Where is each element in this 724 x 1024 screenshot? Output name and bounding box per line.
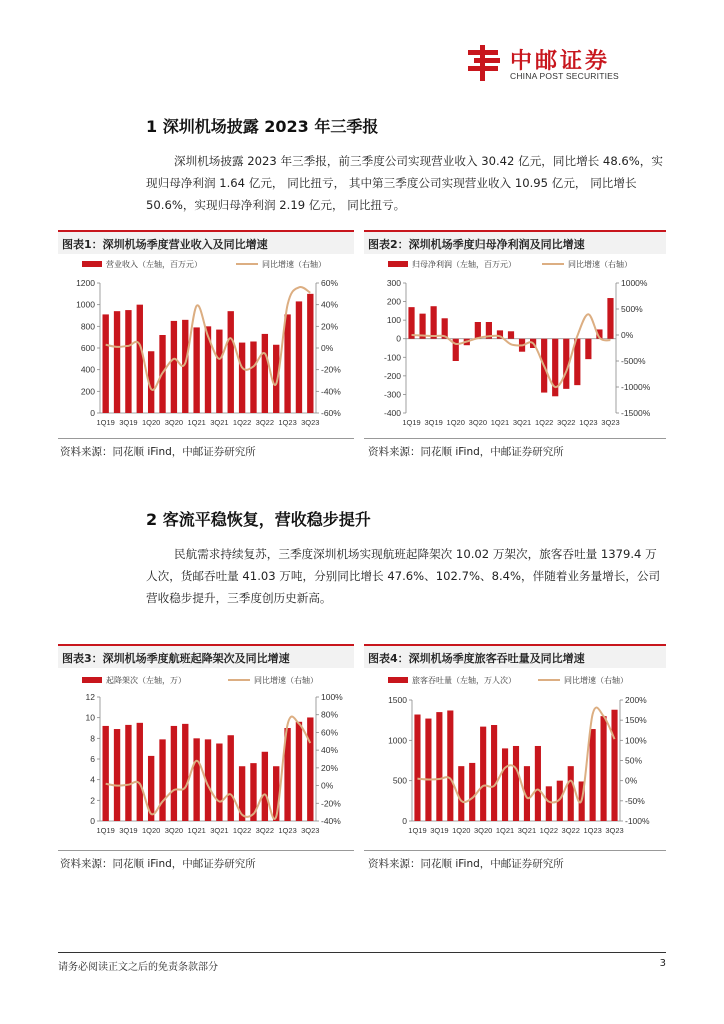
right-tick-label: 60% bbox=[321, 727, 339, 738]
x-tick-label: 3Q20 bbox=[468, 418, 488, 427]
x-tick-label: 1Q22 bbox=[539, 826, 559, 835]
figure-4-title: 图表4：深圳机场季度旅客吞吐量及同比增速 bbox=[368, 652, 585, 665]
x-tick-label: 1Q22 bbox=[232, 826, 252, 835]
left-tick-label: 4 bbox=[90, 774, 95, 785]
bar-3Q20 bbox=[480, 727, 486, 821]
right-tick-label: 100% bbox=[625, 735, 647, 746]
figure-3-header bbox=[58, 644, 354, 668]
bar-3Q20 bbox=[171, 321, 177, 413]
legend-bar-label: 归母净利润（左轴，百万元） bbox=[412, 260, 516, 269]
x-tick-label: 1Q19 bbox=[96, 418, 115, 427]
figure-1-source: 资料来源：同花顺 iFind，中邮证券研究所 bbox=[60, 446, 256, 458]
bar-1Q20 bbox=[458, 766, 464, 821]
x-tick-label: 1Q21 bbox=[187, 826, 206, 835]
right-tick-label: 200% bbox=[625, 695, 647, 705]
bar-2Q23 bbox=[296, 301, 302, 413]
growth-line bbox=[412, 314, 611, 387]
figure-2-header bbox=[364, 230, 666, 254]
x-tick-label: 3Q19 bbox=[424, 418, 443, 427]
right-tick-label: -50% bbox=[625, 795, 645, 806]
company-logo bbox=[466, 44, 666, 84]
left-tick-label: 6 bbox=[90, 754, 95, 764]
x-tick-label: 1Q19 bbox=[96, 826, 115, 835]
bar-3Q22 bbox=[568, 766, 574, 821]
logo-english-name: CHINA POST SECURITIES bbox=[510, 71, 619, 81]
x-tick-label: 1Q22 bbox=[534, 418, 554, 427]
left-tick-label: -300 bbox=[383, 389, 401, 400]
x-tick-label: 1Q20 bbox=[141, 826, 161, 835]
right-tick-label: -20% bbox=[321, 798, 341, 809]
bar-3Q19 bbox=[125, 725, 131, 821]
x-tick-label: 3Q20 bbox=[473, 826, 493, 835]
left-tick-label: 600 bbox=[80, 343, 95, 353]
bar-3Q19 bbox=[436, 712, 442, 821]
legend-bar-swatch bbox=[82, 677, 102, 683]
bar-4Q19 bbox=[137, 723, 143, 821]
bar-3Q20 bbox=[171, 726, 177, 821]
x-tick-label: 3Q21 bbox=[210, 826, 229, 835]
x-tick-label: 1Q23 bbox=[278, 826, 297, 835]
bar-1Q23 bbox=[585, 339, 591, 359]
bar-2Q23 bbox=[601, 716, 607, 821]
left-tick-label: 0 bbox=[90, 816, 95, 826]
left-tick-label: 800 bbox=[80, 321, 95, 332]
left-tick-label: 0 bbox=[396, 333, 401, 344]
bar-1Q19 bbox=[103, 314, 109, 413]
right-tick-label: -40% bbox=[321, 816, 341, 826]
left-tick-label: 200 bbox=[386, 296, 401, 307]
legend-line-label: 同比增速（右轴） bbox=[564, 676, 628, 685]
left-tick-label: 200 bbox=[80, 386, 95, 397]
right-tick-label: -500% bbox=[621, 356, 646, 366]
left-tick-label: 500 bbox=[392, 775, 407, 786]
footer-disclaimer: 请务必阅读正文之后的免责条款部分 bbox=[58, 962, 218, 973]
x-tick-label: 1Q20 bbox=[452, 826, 471, 835]
bar-2Q20 bbox=[159, 739, 165, 821]
right-tick-label: 80% bbox=[321, 709, 339, 720]
bar-1Q19 bbox=[103, 726, 109, 821]
right-tick-label: 0% bbox=[321, 780, 334, 791]
bar-3Q23 bbox=[307, 294, 313, 413]
bar-1Q22 bbox=[546, 786, 552, 821]
legend-bar-swatch bbox=[388, 677, 408, 683]
figure-4-source: 资料来源：同花顺 iFind，中邮证券研究所 bbox=[368, 858, 564, 870]
right-tick-label: 1000% bbox=[621, 278, 648, 288]
x-tick-label: 3Q20 bbox=[164, 826, 184, 835]
bar-2Q19 bbox=[114, 311, 120, 413]
legend-line-label: 同比增速（右轴） bbox=[262, 260, 326, 269]
bar-4Q20 bbox=[491, 725, 497, 821]
x-tick-label: 1Q19 bbox=[402, 418, 421, 427]
bar-2Q22 bbox=[250, 342, 256, 414]
left-tick-label: 2 bbox=[90, 795, 95, 806]
bar-4Q21 bbox=[228, 311, 234, 413]
x-tick-label: 3Q22 bbox=[255, 826, 275, 835]
x-tick-label: 1Q20 bbox=[141, 418, 161, 427]
left-tick-label: 0 bbox=[90, 408, 95, 418]
bar-1Q23 bbox=[284, 314, 290, 413]
figure-4-divider bbox=[364, 850, 666, 851]
x-tick-label: 1Q21 bbox=[490, 418, 510, 427]
figure-3-title: 图表3：深圳机场季度航班起降架次及同比增速 bbox=[62, 652, 290, 665]
x-tick-label: 1Q19 bbox=[408, 826, 427, 835]
logo-emblem-icon bbox=[466, 44, 504, 82]
left-tick-label: 1000 bbox=[76, 299, 95, 310]
legend-bar-swatch bbox=[82, 261, 102, 267]
figure-4-header bbox=[364, 644, 666, 668]
revenue-chart bbox=[58, 254, 354, 436]
bar-1Q23 bbox=[590, 729, 596, 821]
bar-2Q19 bbox=[114, 729, 120, 821]
x-tick-label: 3Q22 bbox=[561, 826, 580, 835]
bar-4Q19 bbox=[447, 710, 453, 821]
bar-2Q21 bbox=[513, 746, 519, 821]
left-tick-label: 100 bbox=[386, 315, 401, 326]
bar-3Q22 bbox=[262, 334, 268, 413]
bar-3Q19 bbox=[125, 310, 131, 413]
bar-2Q23 bbox=[296, 722, 302, 821]
x-tick-label: 3Q21 bbox=[517, 826, 537, 835]
bar-3Q22 bbox=[262, 752, 268, 821]
x-tick-label: 1Q20 bbox=[446, 418, 465, 427]
x-tick-label: 1Q23 bbox=[583, 826, 602, 835]
figure-2-title: 图表2：深圳机场季度归母净利润及同比增速 bbox=[368, 238, 585, 251]
bar-3Q21 bbox=[216, 744, 222, 822]
bar-4Q21 bbox=[228, 735, 234, 821]
bar-4Q21 bbox=[535, 746, 541, 821]
bar-1Q21 bbox=[502, 748, 508, 821]
right-tick-label: -100% bbox=[625, 816, 650, 826]
bar-3Q23 bbox=[611, 710, 617, 821]
figure-3-source: 资料来源：同花顺 iFind，中邮证券研究所 bbox=[60, 858, 256, 870]
right-tick-label: 20% bbox=[321, 321, 339, 332]
legend-bar-label: 旅客吞吐量（左轴，万人次） bbox=[412, 676, 516, 685]
bar-1Q22 bbox=[239, 343, 245, 413]
legend-line-label: 同比增速（右轴） bbox=[254, 676, 318, 685]
x-tick-label: 1Q23 bbox=[579, 418, 598, 427]
right-tick-label: -60% bbox=[321, 408, 341, 418]
x-tick-label: 3Q23 bbox=[601, 418, 620, 427]
footer-divider bbox=[58, 952, 666, 953]
bar-3Q20 bbox=[475, 322, 481, 339]
right-tick-label: -40% bbox=[321, 386, 341, 397]
page-number: 3 bbox=[659, 958, 666, 969]
bar-3Q23 bbox=[307, 717, 313, 821]
bar-4Q20 bbox=[182, 724, 188, 821]
legend-line-label: 同比增速（右轴） bbox=[568, 260, 632, 269]
legend-bar-label: 起降架次（左轴，万） bbox=[106, 676, 186, 685]
right-tick-label: 150% bbox=[625, 715, 647, 726]
right-tick-label: 0% bbox=[625, 775, 638, 786]
left-tick-label: 1500 bbox=[388, 695, 407, 705]
flights-chart bbox=[58, 668, 354, 846]
x-tick-label: 1Q23 bbox=[278, 418, 297, 427]
right-tick-label: -20% bbox=[321, 364, 341, 375]
right-tick-label: 20% bbox=[321, 762, 339, 773]
x-tick-label: 3Q19 bbox=[430, 826, 449, 835]
x-tick-label: 3Q22 bbox=[255, 418, 275, 427]
right-tick-label: 100% bbox=[321, 692, 343, 702]
left-tick-label: -100 bbox=[383, 352, 401, 363]
logo-chinese-name: 中邮证券 bbox=[510, 49, 611, 74]
x-tick-label: 3Q23 bbox=[605, 826, 624, 835]
net-profit-chart bbox=[364, 254, 666, 436]
figure-2-divider bbox=[364, 438, 666, 439]
x-tick-label: 3Q21 bbox=[210, 418, 229, 427]
left-tick-label: 10 bbox=[85, 712, 95, 723]
left-tick-label: 8 bbox=[90, 733, 95, 744]
right-tick-label: 0% bbox=[321, 343, 334, 353]
figure-3-divider bbox=[58, 850, 354, 851]
right-tick-label: 500% bbox=[621, 304, 643, 314]
bar-2Q20 bbox=[469, 763, 475, 821]
left-tick-label: 400 bbox=[80, 364, 95, 375]
passengers-chart bbox=[364, 668, 666, 846]
bar-1Q19 bbox=[408, 307, 414, 339]
legend-bar-swatch bbox=[388, 261, 408, 267]
left-tick-label: 1000 bbox=[388, 735, 407, 746]
right-tick-label: 50% bbox=[625, 755, 643, 766]
left-tick-label: 12 bbox=[85, 692, 95, 702]
left-tick-label: 0 bbox=[402, 816, 407, 826]
figure-1-header bbox=[58, 230, 354, 254]
right-tick-label: 0% bbox=[621, 330, 634, 340]
x-tick-label: 3Q21 bbox=[512, 418, 532, 427]
bar-3Q19 bbox=[431, 306, 437, 339]
x-tick-label: 3Q19 bbox=[119, 826, 138, 835]
x-tick-label: 3Q23 bbox=[301, 418, 320, 427]
bar-1Q19 bbox=[414, 715, 420, 821]
section-2-title: 2 客流平稳恢复，营收稳步提升 bbox=[146, 510, 371, 529]
bar-2Q21 bbox=[508, 331, 514, 338]
left-tick-label: -200 bbox=[383, 370, 401, 381]
right-tick-label: -1000% bbox=[621, 382, 651, 392]
section-2-paragraph: 民航需求持续复苏，三季度深圳机场实现航班起降架次 10.02 万架次，旅客吞吐量 1379.4 万人次，货邮吞吐量 41.03 万吨，分别同比增长 47.6%、102.7%、8.4%，伴随着业务量增长，公司营收稳步提升，三季度创历史新高。 bbox=[146, 547, 661, 605]
left-tick-label: -400 bbox=[383, 408, 401, 418]
right-tick-label: 60% bbox=[321, 278, 339, 288]
bar-3Q23 bbox=[607, 298, 613, 339]
x-tick-label: 1Q21 bbox=[495, 826, 515, 835]
section-1-paragraph: 深圳机场披露 2023 年三季报，前三季度公司实现营业收入 30.42 亿元，同比增长 48.6%，实现归母净利润 1.64 亿元， 同比扭亏， 其中第三季度公司实现营业收入 10.95 亿元， 同比增长 50.6%，实现归母净利润 2.19 亿元， 同比扭亏。 bbox=[146, 154, 663, 212]
x-tick-label: 3Q23 bbox=[301, 826, 320, 835]
bar-3Q21 bbox=[216, 330, 222, 413]
x-tick-label: 3Q20 bbox=[164, 418, 184, 427]
x-tick-label: 1Q21 bbox=[187, 418, 206, 427]
legend-bar-label: 营业收入（左轴，百万元） bbox=[106, 260, 202, 269]
figure-1-title: 图表1：深圳机场季度营业收入及同比增速 bbox=[62, 238, 268, 251]
x-tick-label: 3Q22 bbox=[557, 418, 576, 427]
left-tick-label: 300 bbox=[386, 278, 401, 288]
bar-1Q21 bbox=[193, 327, 199, 413]
figure-1-divider bbox=[58, 438, 354, 439]
section-1-title: 1 深圳机场披露 2023 年三季报 bbox=[146, 117, 379, 136]
bar-2Q19 bbox=[425, 719, 431, 821]
right-tick-label: 40% bbox=[321, 745, 339, 756]
right-tick-label: -1500% bbox=[621, 408, 651, 418]
bar-4Q19 bbox=[137, 305, 143, 413]
right-tick-label: 40% bbox=[321, 299, 339, 310]
x-tick-label: 3Q19 bbox=[119, 418, 138, 427]
x-tick-label: 1Q22 bbox=[232, 418, 252, 427]
bar-1Q21 bbox=[193, 738, 199, 821]
left-tick-label: 1200 bbox=[76, 278, 95, 288]
figure-2-source: 资料来源：同花顺 iFind，中邮证券研究所 bbox=[368, 446, 564, 458]
